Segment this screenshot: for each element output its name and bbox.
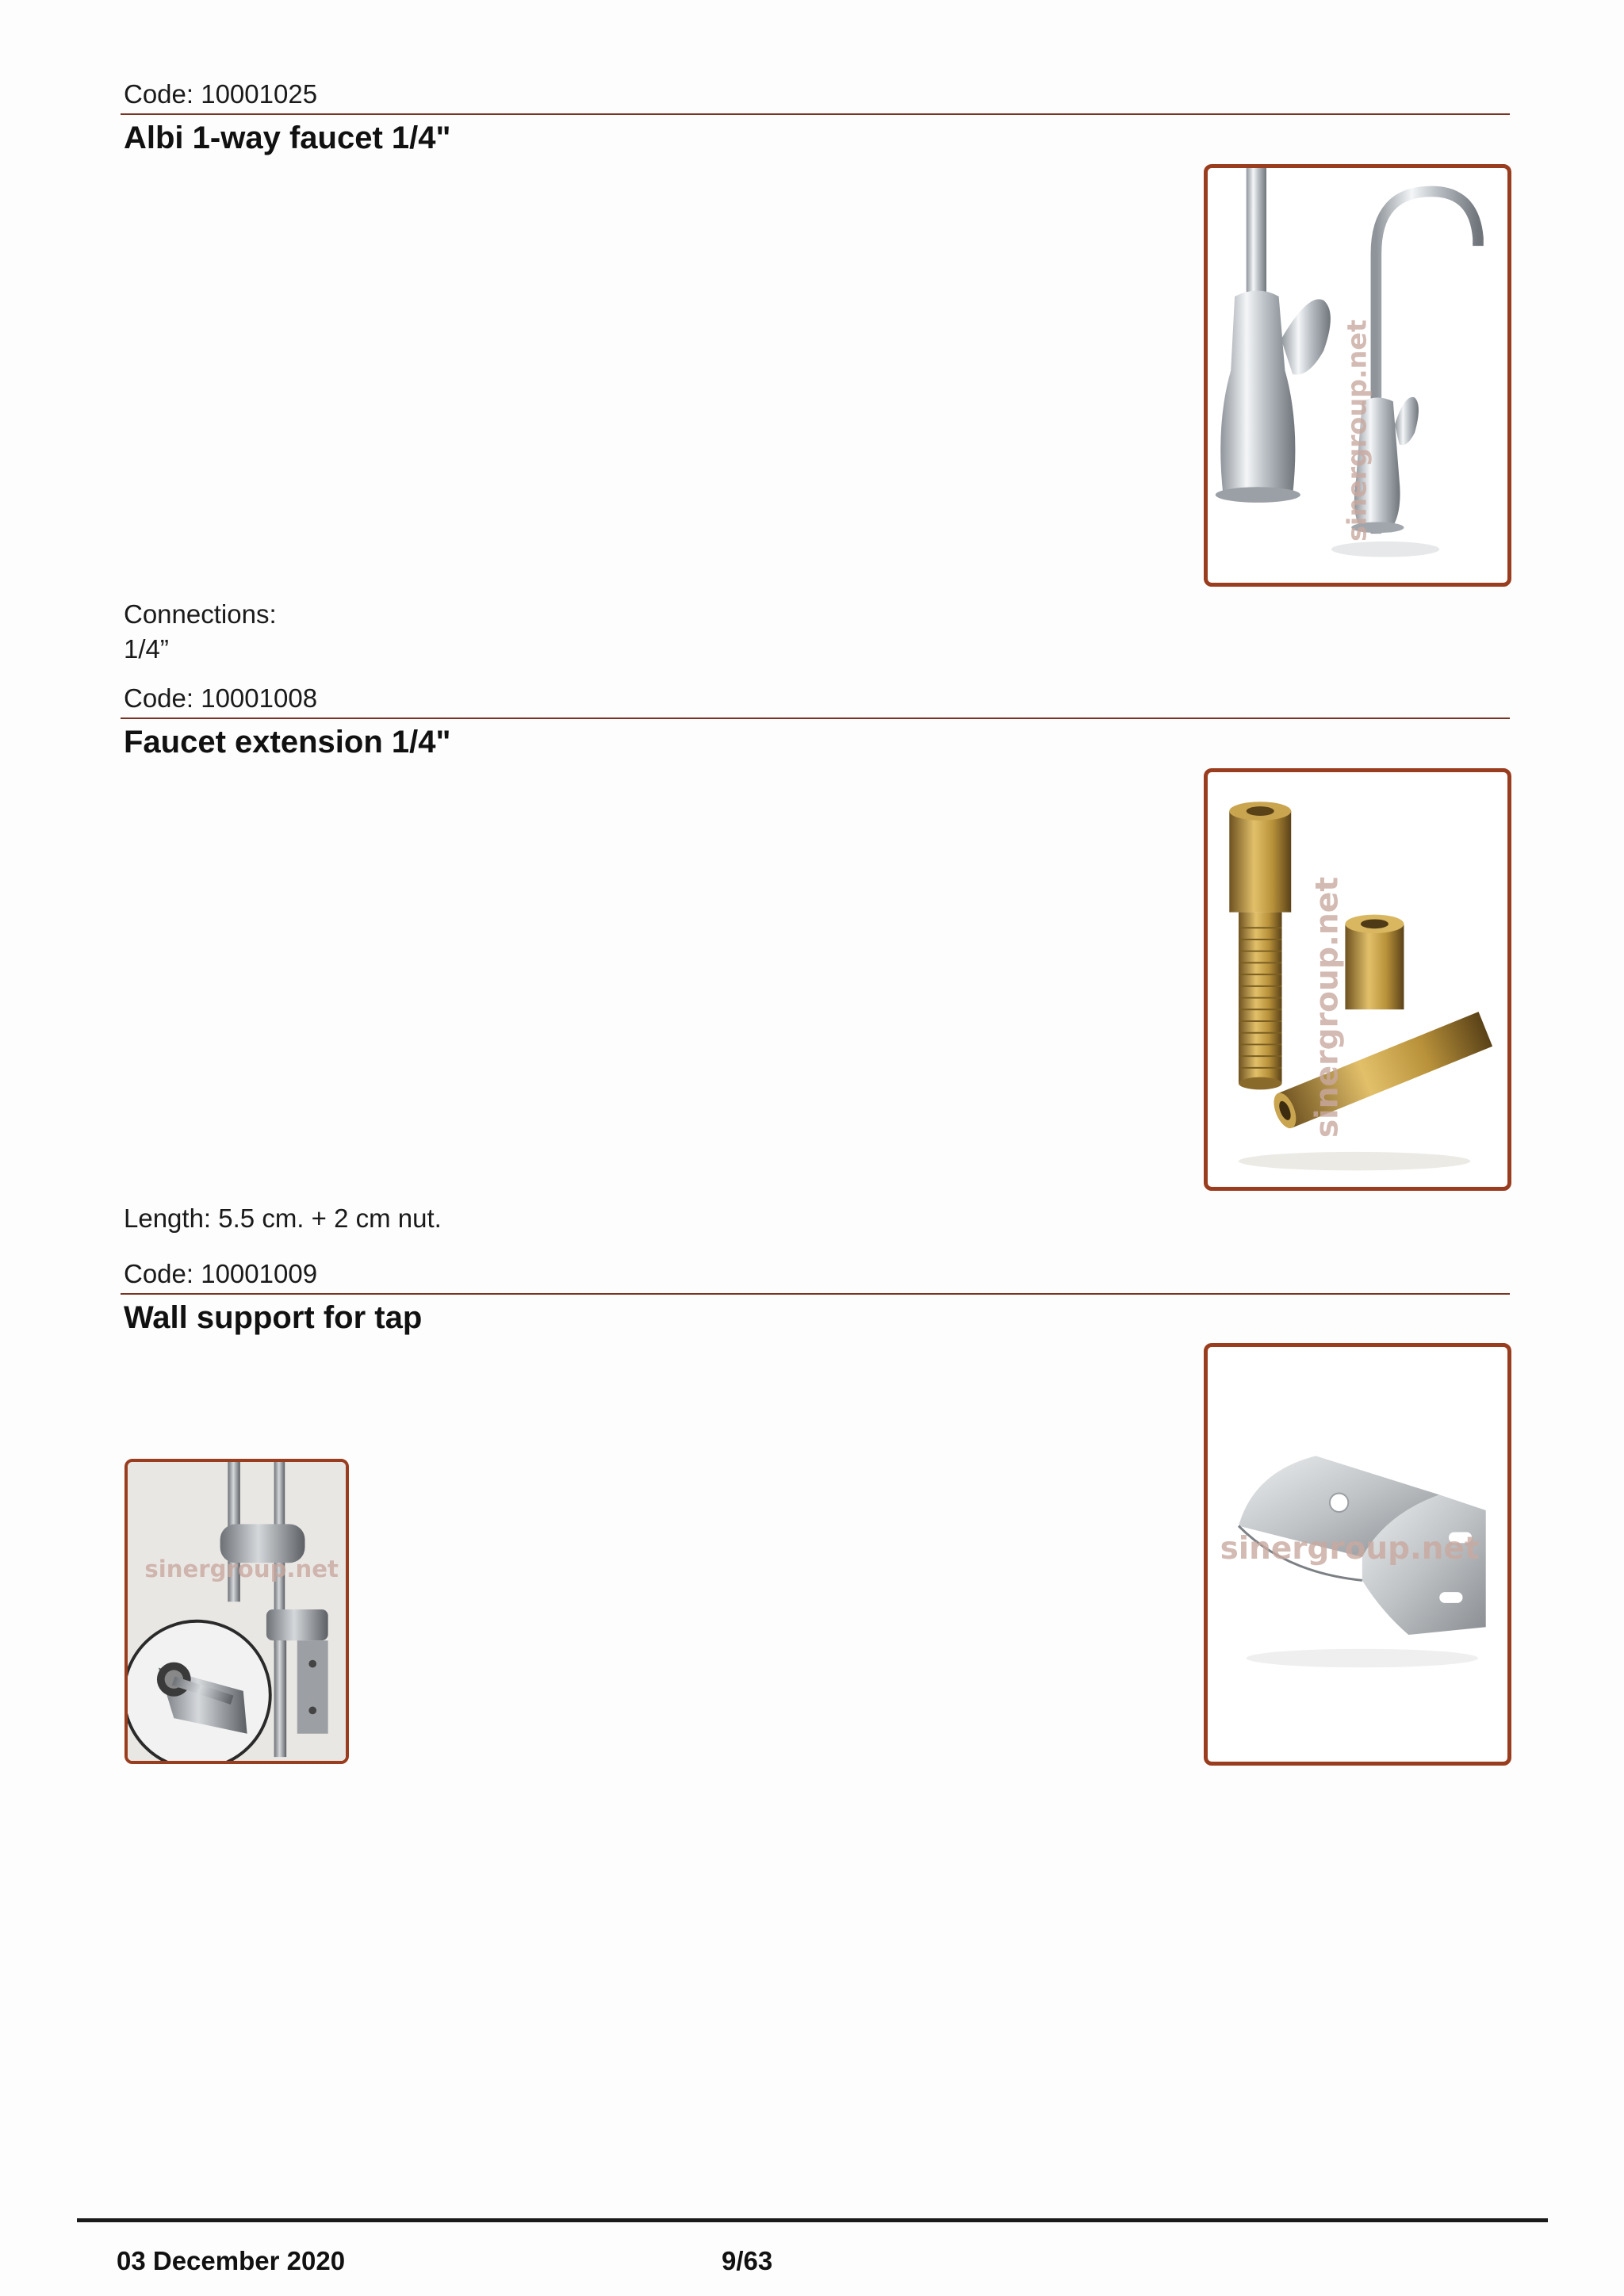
brass-extension-photo-icon	[1208, 772, 1507, 1187]
wall-bracket-photo-icon	[1208, 1347, 1507, 1762]
wall-mounted-tap-photo-icon	[128, 1462, 346, 1761]
product-photo	[1204, 164, 1511, 587]
product-title: Albi 1-way faucet 1/4"	[124, 121, 451, 155]
spec-line: Length: 5.5 cm. + 2 cm nut.	[124, 1203, 442, 1233]
faucet-photo-icon	[1208, 168, 1507, 583]
section-divider	[121, 1293, 1510, 1295]
section-divider	[121, 718, 1510, 719]
svg-text:sinergroup.net: sinergroup.net	[1220, 1530, 1480, 1567]
section-divider	[121, 113, 1510, 115]
svg-text:sinergroup.net: sinergroup.net	[1341, 320, 1373, 541]
svg-text:sinergroup.net: sinergroup.net	[1309, 876, 1346, 1138]
product-photo	[1204, 1343, 1511, 1766]
page-number: 9/63	[722, 2246, 773, 2275]
spec-line: 1/4”	[124, 634, 169, 664]
footer-divider	[77, 2218, 1548, 2222]
product-title: Wall support for tap	[124, 1300, 423, 1335]
product-title: Faucet extension 1/4"	[124, 725, 451, 760]
installation-photo	[124, 1459, 349, 1764]
product-code: Code: 10001008	[124, 683, 318, 713]
product-photo	[1204, 768, 1511, 1191]
footer-date: 03 December 2020	[117, 2246, 346, 2275]
svg-text:sinergroup.net: sinergroup.net	[144, 1555, 339, 1582]
product-code: Code: 10001009	[124, 1259, 318, 1288]
spec-line: Connections:	[124, 599, 277, 629]
product-code: Code: 10001025	[124, 79, 318, 109]
